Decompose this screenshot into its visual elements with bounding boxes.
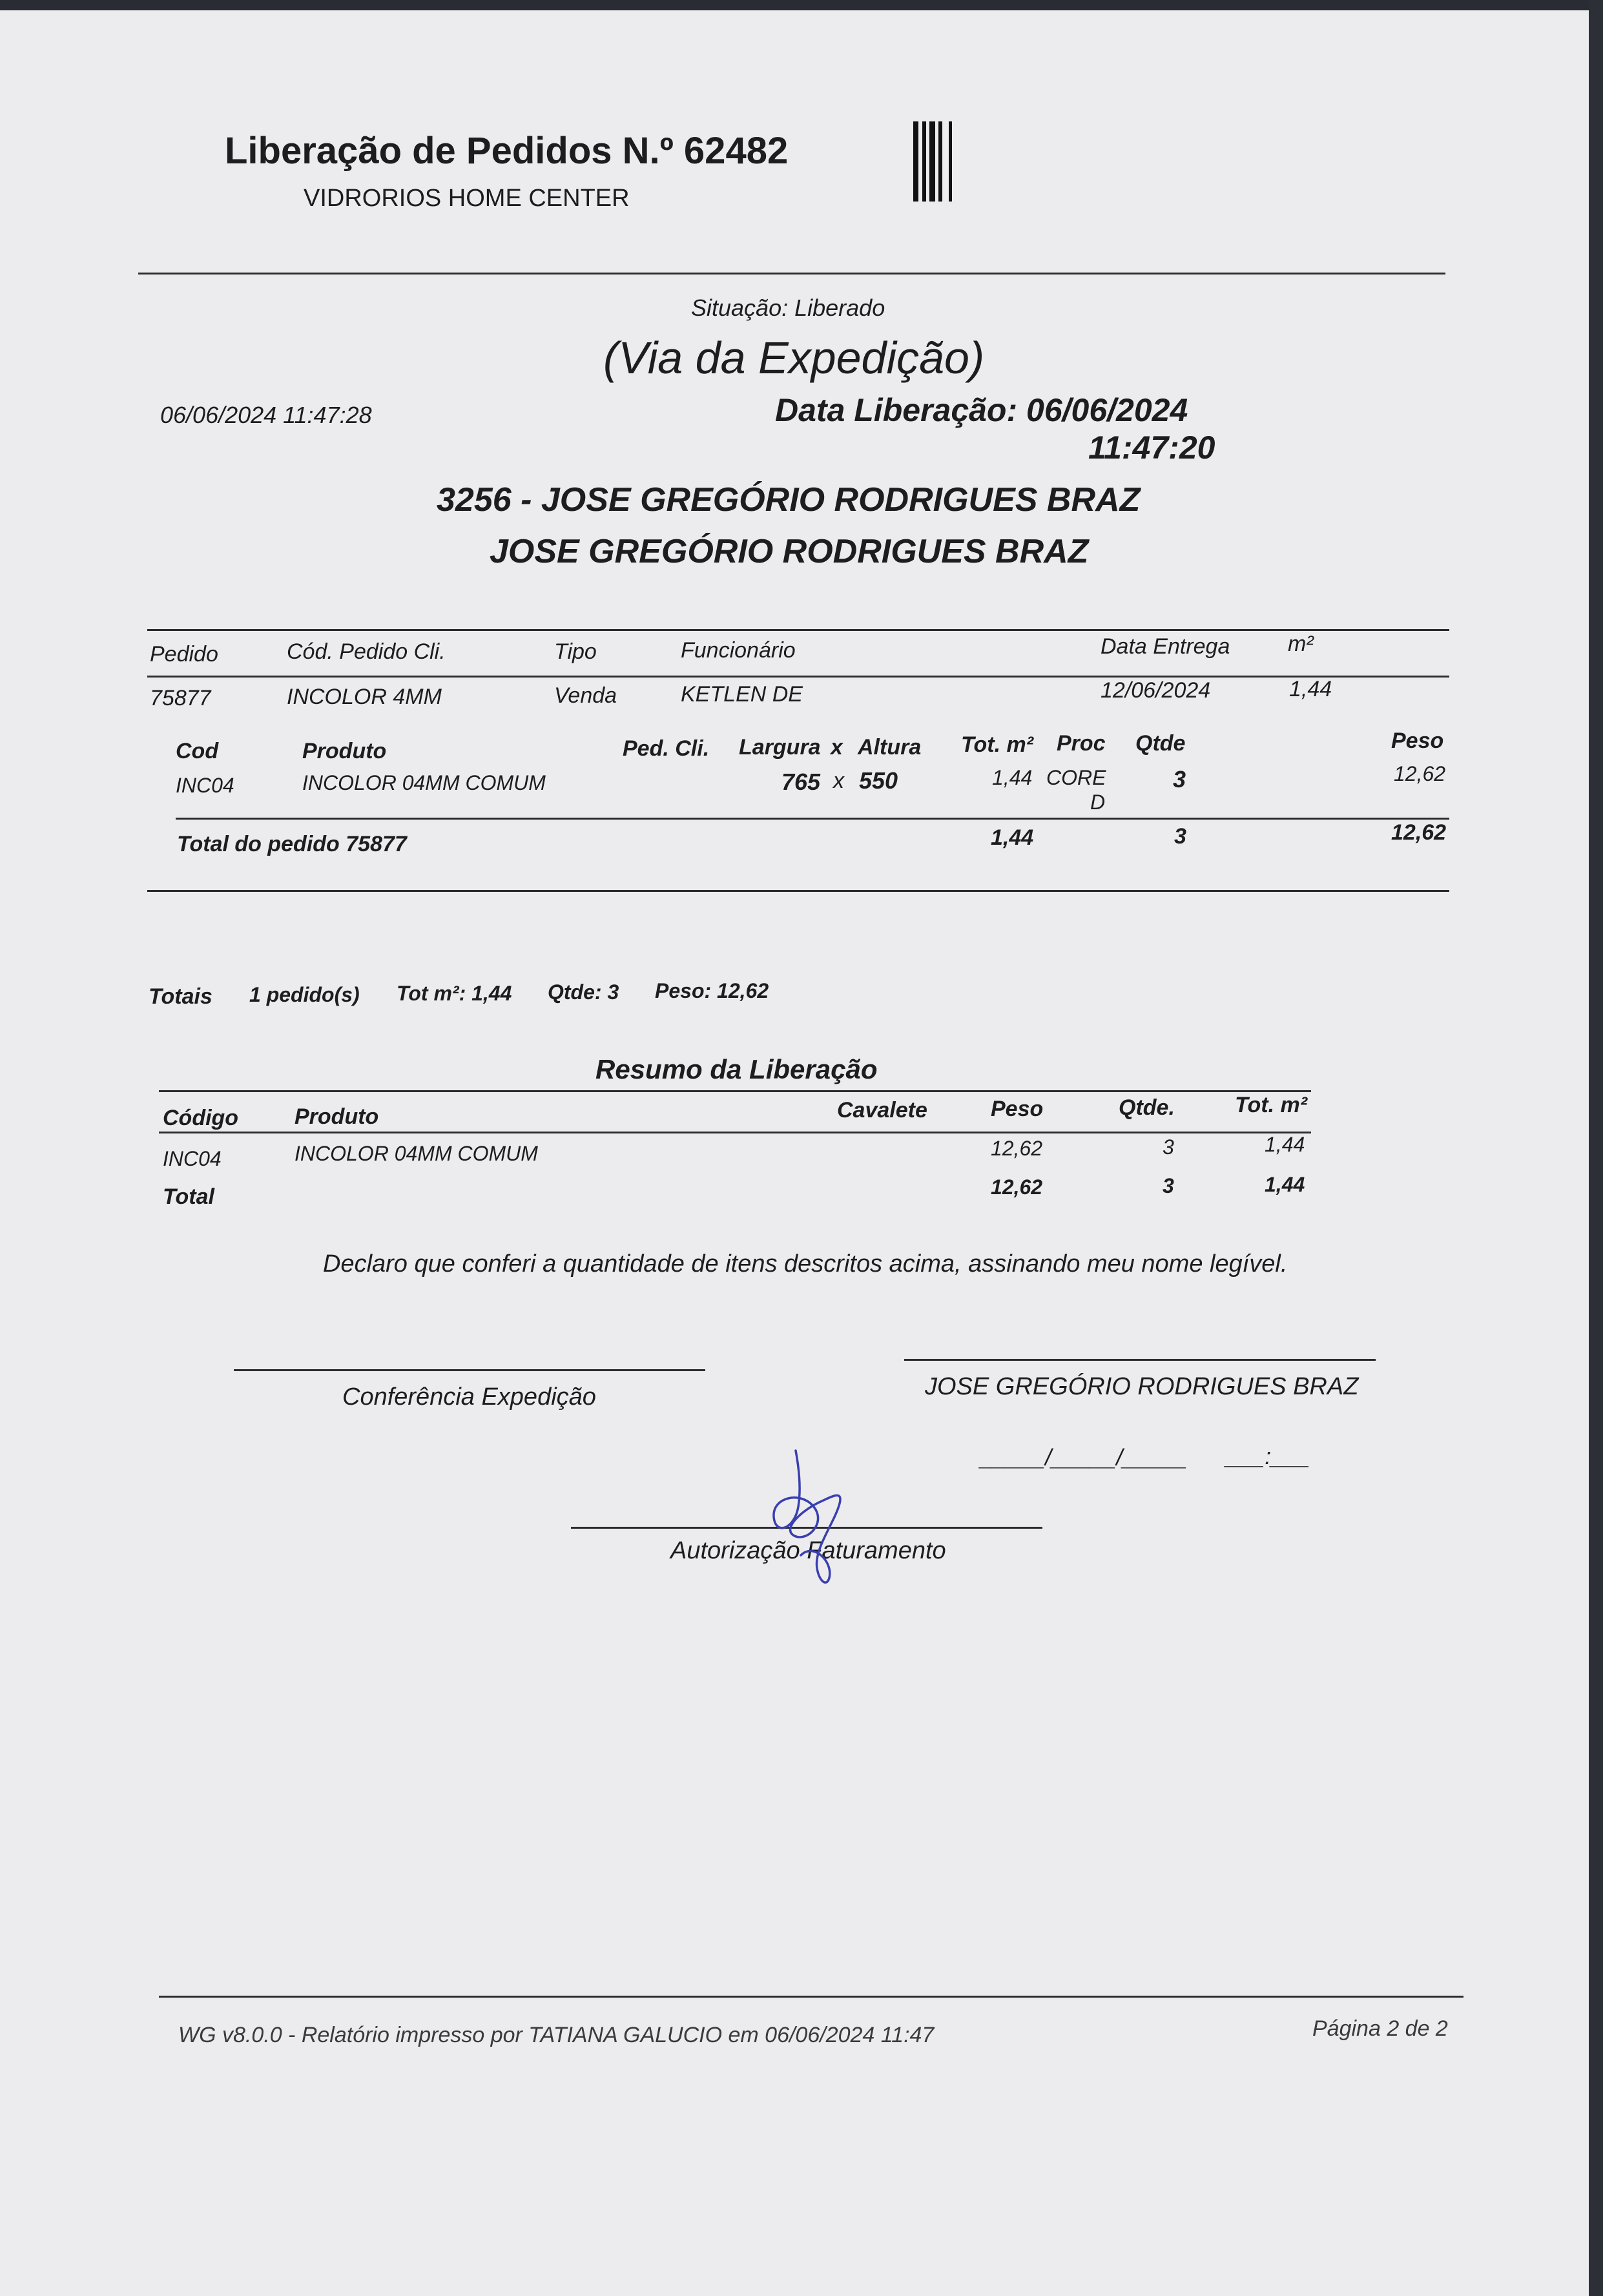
totals-pedidos: 1 pedido(s): [249, 983, 360, 1006]
summary-title: Resumo da Liberação: [595, 1054, 878, 1084]
order-header-rule: [147, 676, 1449, 677]
release-date: Data Liberação: 06/06/2024: [775, 392, 1188, 428]
client-signature-line: [904, 1359, 1376, 1361]
status-text: Situação: Liberado: [691, 295, 885, 321]
item-total-rule: [176, 818, 1449, 820]
summary-total-peso: 12,62: [991, 1175, 1043, 1199]
summary-top-rule: [159, 1090, 1311, 1092]
totals-tot-m2: Tot m²: 1,44: [397, 982, 512, 1005]
summary-total-tot-m2: 1,44: [1265, 1173, 1305, 1196]
item-produto: INCOLOR 04MM COMUM: [302, 771, 546, 794]
company-name: VIDRORIOS HOME CENTER: [304, 185, 630, 212]
item-tot-m2: 1,44: [992, 766, 1033, 789]
item-cod: INC04: [176, 774, 234, 797]
client-signature-name: JOSE GREGÓRIO RODRIGUES BRAZ: [925, 1373, 1359, 1400]
autorizacao-label: Autorização Faturamento: [670, 1537, 946, 1564]
item-col-ped-cli: Ped. Cli.: [623, 736, 710, 761]
copy-label: (Via da Expedição): [603, 333, 985, 383]
col-tipo: Tipo: [554, 639, 597, 664]
item-proc-continued: D: [1090, 791, 1106, 814]
summary-col-tot-m2: Tot. m²: [1235, 1093, 1308, 1117]
time-blank: ___:___: [1226, 1443, 1310, 1469]
totals-qtde: Qtde: 3: [548, 980, 619, 1004]
order-table-top-rule: [147, 629, 1449, 631]
item-col-tot-m2: Tot. m²: [961, 732, 1034, 757]
item-col-x: x: [831, 735, 843, 760]
item-col-largura: Largura: [739, 735, 821, 760]
order-funcionario: KETLEN DE: [681, 682, 803, 707]
release-time: 11:47:20: [1088, 429, 1215, 466]
summary-col-produto: Produto: [295, 1104, 379, 1129]
order-total-label: Total do pedido 75877: [177, 832, 407, 856]
order-table-bottom-rule: [147, 890, 1449, 892]
item-largura: 765: [781, 769, 821, 795]
order-total-m2: 1,44: [991, 825, 1034, 850]
handwritten-signature: [762, 1445, 859, 1594]
summary-qtde: 3: [1163, 1135, 1174, 1159]
header-divider: [138, 273, 1445, 274]
summary-col-peso: Peso: [991, 1097, 1044, 1121]
item-altura: 550: [859, 767, 898, 794]
summary-col-codigo: Código: [163, 1106, 239, 1130]
summary-codigo: INC04: [163, 1147, 222, 1170]
summary-tot-m2: 1,44: [1265, 1133, 1305, 1156]
summary-produto: INCOLOR 04MM COMUM: [295, 1142, 538, 1165]
document-page: [0, 10, 1589, 2296]
summary-peso: 12,62: [991, 1137, 1043, 1160]
order-m2: 1,44: [1289, 677, 1332, 701]
scan-right-edge: [1589, 0, 1603, 2296]
order-data-entrega: 12/06/2024: [1101, 678, 1211, 703]
summary-col-qtde: Qtde.: [1119, 1095, 1175, 1120]
item-peso: 12,62: [1394, 762, 1446, 785]
conferencia-label: Conferência Expedição: [342, 1383, 596, 1411]
barcode: [913, 121, 952, 202]
conferencia-line: [234, 1369, 705, 1371]
item-qtde: 3: [1173, 766, 1186, 792]
item-col-qtde: Qtde: [1135, 731, 1186, 756]
order-tipo: Venda: [554, 683, 617, 708]
item-proc: CORE: [1046, 766, 1106, 789]
footer-report: WG v8.0.0 - Relatório impresso por TATIANA GALUCIO em 06/06/2024 11:47: [178, 2023, 935, 2047]
client-code-name: 3256 - JOSE GREGÓRIO RODRIGUES BRAZ: [437, 481, 1141, 519]
summary-col-cavalete: Cavalete: [837, 1098, 927, 1122]
summary-header-rule: [159, 1132, 1311, 1133]
item-col-produto: Produto: [302, 739, 387, 763]
document-title: Liberação de Pedidos N.º 62482: [225, 130, 789, 172]
col-m2: m²: [1288, 632, 1314, 656]
item-x: x: [833, 769, 844, 793]
order-pedido: 75877: [150, 686, 211, 710]
client-name: JOSE GREGÓRIO RODRIGUES BRAZ: [490, 533, 1089, 570]
date-blank: _____/_____/_____: [980, 1444, 1188, 1471]
col-pedido: Pedido: [150, 642, 218, 667]
scan-top-edge: [0, 0, 1603, 10]
item-col-cod: Cod: [176, 739, 219, 763]
footer-page: Página 2 de 2: [1312, 2016, 1448, 2041]
totals-peso: Peso: 12,62: [655, 979, 769, 1002]
col-data-entrega: Data Entrega: [1101, 634, 1230, 659]
summary-total-qtde: 3: [1163, 1174, 1174, 1197]
totals-label: Totais: [149, 984, 212, 1009]
printed-datetime: 06/06/2024 11:47:28: [160, 402, 372, 428]
col-funcionario: Funcionário: [681, 638, 796, 663]
item-col-peso: Peso: [1391, 729, 1444, 753]
col-cod-pedido-cli: Cód. Pedido Cli.: [287, 639, 446, 664]
summary-total-label: Total: [163, 1184, 214, 1209]
order-cod-pedido-cli: INCOLOR 4MM: [287, 685, 442, 709]
item-col-altura: Altura: [858, 735, 922, 760]
item-col-proc: Proc: [1057, 731, 1106, 756]
footer-rule: [159, 1996, 1463, 1998]
declaration-text: Declaro que conferi a quantidade de itens descritos acima, assinando meu nome legível.: [323, 1250, 1288, 1277]
order-total-qtde: 3: [1174, 824, 1186, 849]
order-total-peso: 12,62: [1391, 820, 1447, 845]
